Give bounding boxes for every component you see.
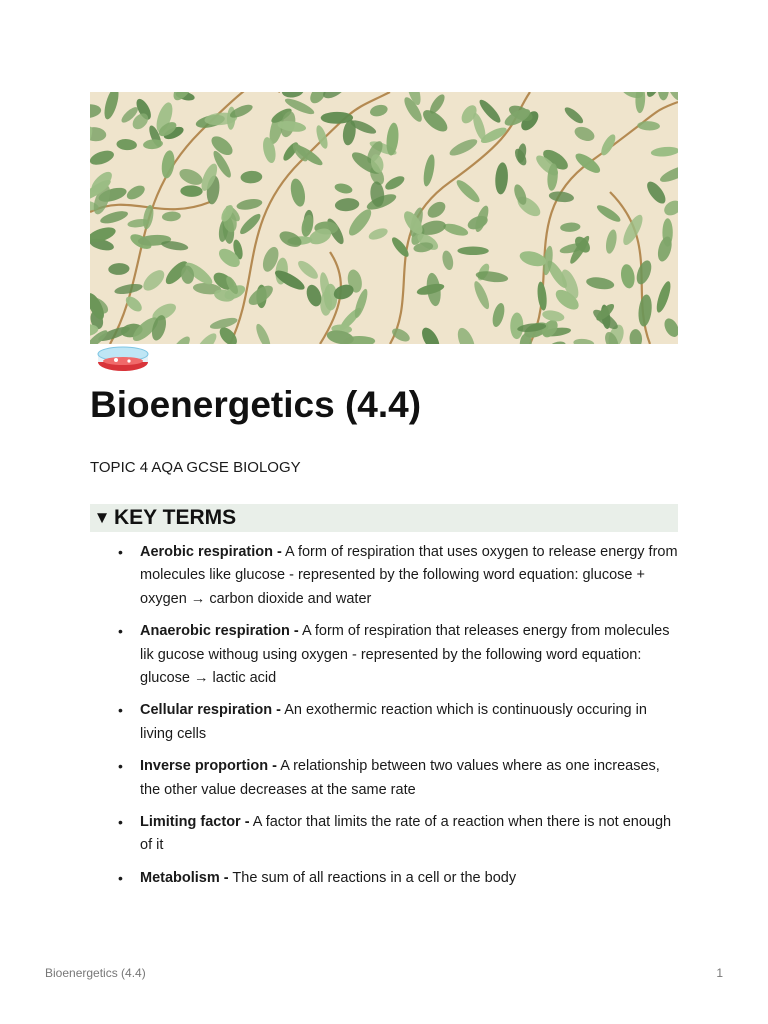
key-term-label: Anaerobic respiration - (140, 623, 299, 640)
leaf-shape (177, 166, 205, 188)
leaf-shape (573, 124, 597, 144)
cover-image (90, 92, 678, 344)
key-term-label: Aerobic respiration - (140, 544, 282, 560)
key-term-item (90, 620, 678, 690)
leaf-shape (254, 322, 274, 344)
leaf-shape (288, 177, 307, 208)
leaf-shape (208, 133, 236, 159)
leaf-shape (595, 203, 623, 225)
leaf-shape (160, 150, 176, 180)
leaf-shape (193, 330, 220, 344)
leaf-shape (441, 250, 455, 271)
footer-title: Bioenergetics (4.4) (45, 966, 146, 980)
leaf-shape (114, 282, 144, 296)
leaf-shape (277, 228, 304, 250)
key-terms-toggle[interactable] (90, 504, 678, 532)
leaf-shape (635, 92, 646, 113)
leaf-shape (644, 179, 669, 207)
leaf-shape (541, 309, 565, 323)
leaf-shape (658, 162, 678, 185)
leaf-shape (650, 146, 678, 158)
leaf-shape (125, 183, 148, 202)
bullet-icon: • (118, 623, 123, 640)
leaf-shape (281, 92, 305, 99)
leaf-shape (90, 126, 107, 142)
leaf-shape (658, 92, 669, 100)
key-term-definition: A form of respiration that uses oxygen to release energy from molecules like glucose - represented by the following word equation: glucose + oxygen → carbon dioxide and water (140, 544, 678, 607)
key-term-label: Inverse proportion - (140, 758, 277, 775)
leaf-shape (637, 121, 660, 131)
leaf-shape (494, 162, 509, 195)
leaf-shape (560, 222, 581, 233)
leaf-shape (240, 170, 262, 183)
leaf-shape (295, 258, 320, 282)
leaf-shape (90, 148, 116, 168)
leaf-shape (548, 190, 574, 203)
leaf-shape (180, 185, 203, 197)
leaf-shape (471, 279, 491, 310)
leaf-shape (99, 209, 129, 226)
key-terms-list (90, 541, 678, 899)
bullet-icon: • (118, 702, 123, 719)
leaf-shape (620, 212, 647, 247)
leaf-shape (536, 281, 548, 311)
key-term-label: Limiting factor - (140, 814, 250, 831)
leaf-shape (454, 325, 478, 344)
leaf-shape (629, 329, 642, 344)
key-term-item (90, 811, 678, 858)
leaf-shape (108, 263, 130, 276)
key-term-item (90, 867, 678, 890)
leaf-shape (604, 229, 618, 255)
leaf-shape (116, 138, 137, 151)
leaf-shape (236, 197, 263, 211)
key-term-definition: The sum of all reactions in a cell or the body (228, 869, 517, 886)
leaf-shape (367, 226, 389, 242)
leaf-shape (90, 103, 102, 120)
leaf-shape (634, 258, 654, 286)
toggle-triangle-icon: ▼ (93, 508, 111, 527)
leaf-shape (619, 263, 636, 289)
leaf-shape (418, 325, 442, 344)
leaf-shape (513, 147, 529, 167)
section-heading: KEY TERMS (114, 506, 237, 529)
bullet-icon: • (118, 544, 123, 560)
key-term-label: Cellular respiration - (140, 702, 282, 719)
key-term-definition: An exothermic reaction which is continuously occuring in living cells (140, 702, 647, 742)
leaf-shape (162, 211, 181, 222)
key-term-definition: A relationship between two values where as one increases, the other value decreases at the same rate (140, 758, 660, 798)
bullet-icon: • (118, 814, 123, 831)
leaf-shape (447, 136, 479, 159)
key-term-definition: A form of respiration that releases energy from molecules lik gucose withoug using oxygen - represented by the following word equation: glucose → lactic acid (140, 623, 670, 687)
leaf-shape (168, 334, 193, 344)
leaf-shape (454, 177, 483, 205)
leaf-shape (545, 339, 567, 344)
leaf-shape (585, 276, 615, 291)
leaf-shape (422, 154, 437, 188)
willow-leaf-pattern (90, 92, 678, 344)
leaf-shape (637, 294, 653, 327)
bullet-icon: • (118, 758, 123, 775)
leaf-shape (140, 267, 168, 295)
petri-dish-icon (96, 344, 150, 374)
leaf-shape (490, 302, 506, 328)
leaf-shape (654, 280, 673, 314)
key-term-item (90, 699, 678, 746)
leaf-shape (562, 105, 585, 126)
leaf-shape (662, 316, 678, 339)
page-subtitle: TOPIC 4 AQA GCSE BIOLOGY (90, 459, 301, 476)
leaf-shape (427, 92, 447, 116)
page-title: Bioenergetics (4.4) (90, 384, 422, 425)
leaf-shape (442, 221, 469, 238)
key-term-definition: A factor that limits the rate of a reaction when there is not enough of it (140, 814, 672, 854)
leaf-shape (334, 182, 354, 195)
key-term-item (90, 541, 678, 611)
leaf-shape (573, 338, 595, 344)
leaf-shape (369, 103, 389, 118)
leaf-shape (390, 326, 412, 344)
bullet-icon: • (118, 869, 123, 886)
footer-page-number: 1 (716, 966, 723, 980)
leaf-shape (457, 247, 488, 256)
leaf-shape (320, 92, 350, 102)
key-term-item (90, 755, 678, 802)
key-term-label: Metabolism - (140, 869, 229, 886)
leaf-shape (102, 92, 122, 121)
leaf-shape (352, 288, 370, 319)
leaf-shape (383, 174, 406, 193)
leaf-shape (334, 197, 359, 212)
